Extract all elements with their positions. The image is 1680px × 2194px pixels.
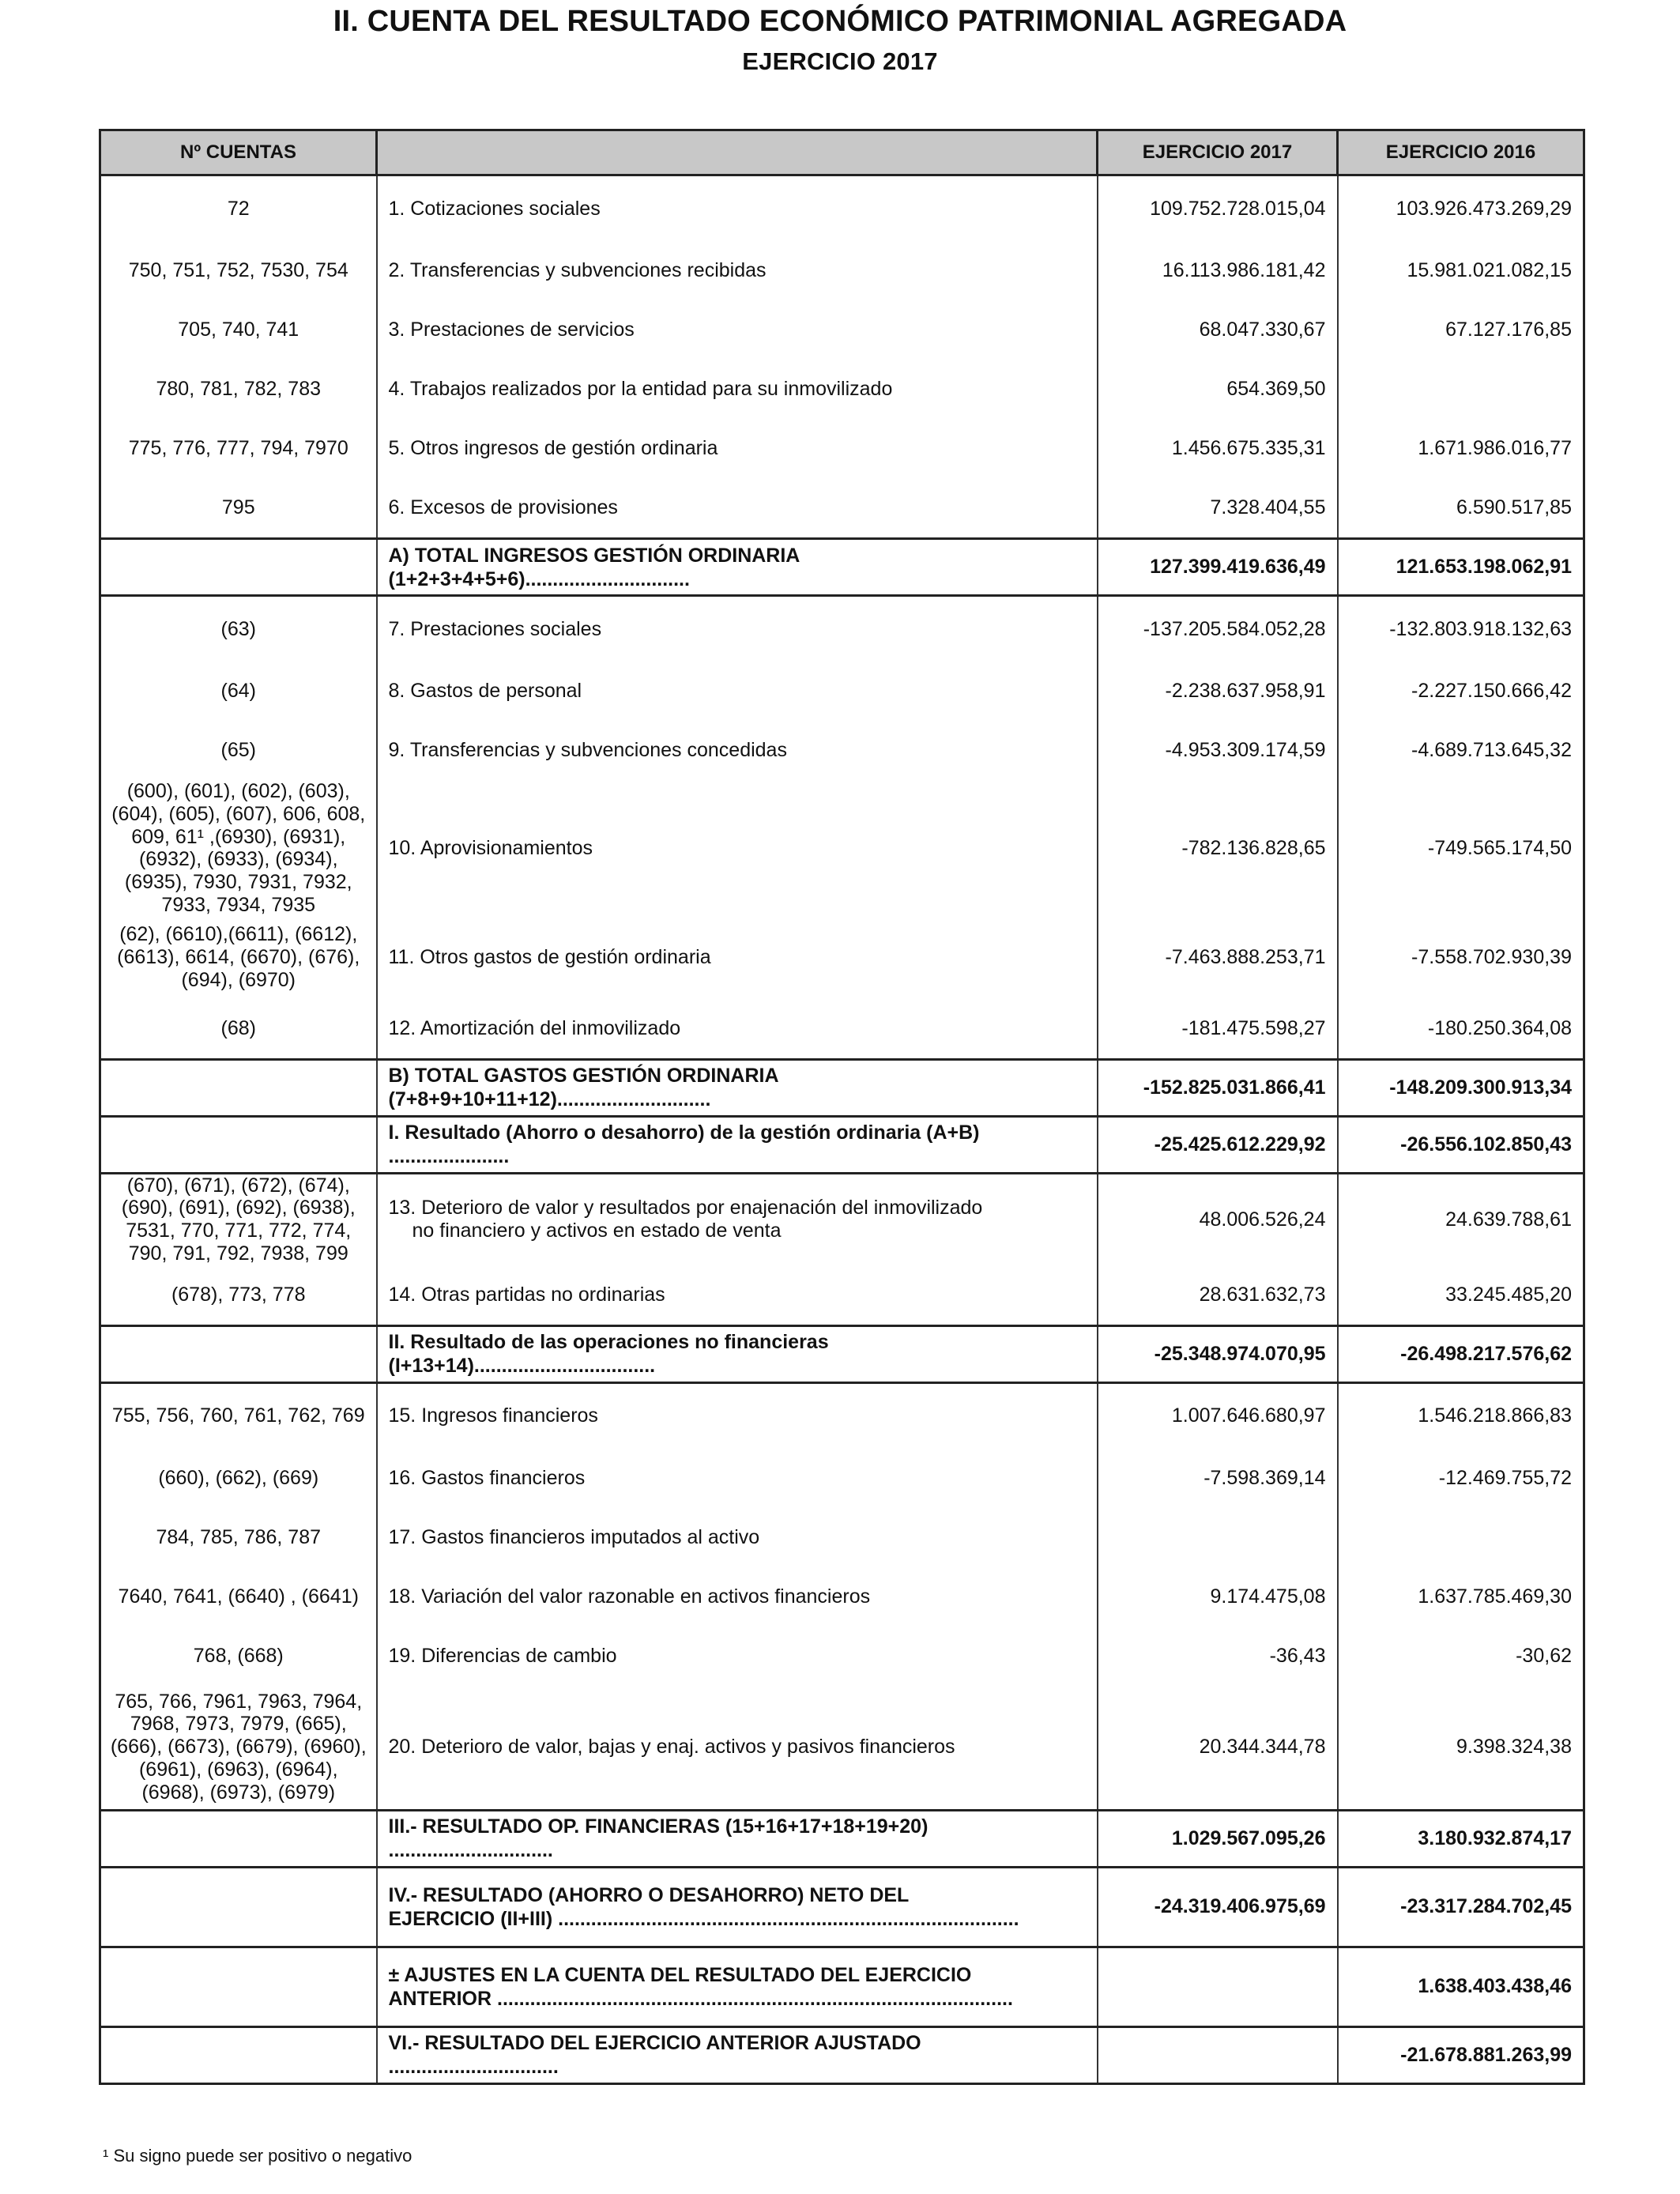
concept-label: 17. Gastos financieros imputados al activo: [377, 1508, 1098, 1567]
total-label: III.- RESULTADO OP. FINANCIERAS (15+16+17+18+19+20) ..............................: [377, 1810, 1098, 1867]
table-row: [100, 419, 1584, 478]
amount-2016: [1338, 360, 1584, 419]
account-codes: (68): [100, 999, 377, 1060]
total-2017: [1098, 1947, 1338, 2026]
amount-2017: -7.598.369,14: [1098, 1449, 1338, 1508]
amount-2017: 68.047.330,67: [1098, 300, 1338, 360]
amount-2017: -181.475.598,27: [1098, 999, 1338, 1060]
amount-2016: -4.689.713.645,32: [1338, 721, 1584, 780]
concept-label: 3. Prestaciones de servicios: [377, 300, 1098, 360]
account-codes: [100, 539, 377, 596]
total-label: B) TOTAL GASTOS GESTIÓN ORDINARIA (7+8+9+10+11+12)............................: [377, 1059, 1098, 1116]
table-row: [100, 300, 1584, 360]
amount-2016: -2.227.150.666,42: [1338, 662, 1584, 721]
account-codes: 755, 756, 760, 761, 762, 769: [100, 1382, 377, 1449]
account-codes: (600), (601), (602), (603), (604), (605), (607), 606, 608, 609, 61¹ ,(6930), (6931), (6932), (6933), (6934), (6935), 7930, 7931, 7932, 7933, 7934, 7935: [100, 780, 377, 917]
amount-2017: -2.238.637.958,91: [1098, 662, 1338, 721]
amount-2016: 1.637.785.469,30: [1338, 1567, 1584, 1627]
total-2017: [1098, 2026, 1338, 2083]
table-header-row: [100, 130, 1584, 175]
account-codes: (63): [100, 596, 377, 662]
amount-2016: -12.469.755,72: [1338, 1449, 1584, 1508]
total-2017: -25.425.612.229,92: [1098, 1116, 1338, 1173]
amount-2017: 20.344.344,78: [1098, 1686, 1338, 1811]
amount-2016: 67.127.176,85: [1338, 300, 1584, 360]
total-label: [377, 1947, 1098, 2026]
account-codes: 780, 781, 782, 783: [100, 360, 377, 419]
account-codes: [100, 1116, 377, 1173]
table-row: [100, 1449, 1584, 1508]
total-2016: 121.653.198.062,91: [1338, 539, 1584, 596]
total-label-line-2: ANTERIOR ..............................................................................................: [388, 1987, 1013, 2010]
table-row: [100, 1508, 1584, 1567]
account-codes: [100, 1059, 377, 1116]
account-codes: 795: [100, 478, 377, 539]
account-codes: [100, 1947, 377, 2026]
total-2017: -24.319.406.975,69: [1098, 1867, 1338, 1947]
amount-2017: 28.631.632,73: [1098, 1265, 1338, 1326]
account-codes: 765, 766, 7961, 7963, 7964, 7968, 7973, 7979, (665), (666), (6673), (6679), (6960), (6961), (6963), (6964), (6968), (6973), (6979): [100, 1686, 377, 1811]
concept-label: 6. Excesos de provisiones: [377, 478, 1098, 539]
amount-2017: 9.174.475,08: [1098, 1567, 1338, 1627]
amount-2017: -7.463.888.253,71: [1098, 917, 1338, 999]
account-codes: [100, 1325, 377, 1382]
account-codes: [100, 1867, 377, 1947]
concept-line-2: no financiero y activos en estado de venta: [412, 1220, 782, 1242]
total-2017: 127.399.419.636,49: [1098, 539, 1338, 596]
amount-2016: 6.590.517,85: [1338, 478, 1584, 539]
amount-2016: -132.803.918.132,63: [1338, 596, 1584, 662]
total-2016: -26.556.102.850,43: [1338, 1116, 1584, 1173]
table-row: [100, 175, 1584, 242]
account-codes: (660), (662), (669): [100, 1449, 377, 1508]
amount-2017: 654.369,50: [1098, 360, 1338, 419]
total-label: VI.- RESULTADO DEL EJERCICIO ANTERIOR AJUSTADO ...............................: [377, 2026, 1098, 2083]
column-header-2016: EJERCICIO 2016: [1338, 130, 1584, 175]
account-codes: 784, 785, 786, 787: [100, 1508, 377, 1567]
concept-label: 18. Variación del valor razonable en activos financieros: [377, 1567, 1098, 1627]
total-label: [377, 1867, 1098, 1947]
total-2017: -152.825.031.866,41: [1098, 1059, 1338, 1116]
account-codes: 768, (668): [100, 1627, 377, 1686]
concept-label: 19. Diferencias de cambio: [377, 1627, 1098, 1686]
total-label: I. Resultado (Ahorro o desahorro) de la gestión ordinaria (A+B) ......................: [377, 1116, 1098, 1173]
amount-2016: 24.639.788,61: [1338, 1173, 1584, 1265]
total-row: [100, 1116, 1584, 1173]
amount-2016: 1.546.218.866,83: [1338, 1382, 1584, 1449]
concept-line-1: 13. Deterioro de valor y resultados por enajenación del inmovilizado: [388, 1197, 983, 1220]
table-row: [100, 1686, 1584, 1811]
amount-2017: 1.456.675.335,31: [1098, 419, 1338, 478]
account-codes: (678), 773, 778: [100, 1265, 377, 1326]
account-codes: 775, 776, 777, 794, 7970: [100, 419, 377, 478]
account-codes: (62), (6610),(6611), (6612), (6613), 6614, (6670), (676), (694), (6970): [100, 917, 377, 999]
amount-2017: 109.752.728.015,04: [1098, 175, 1338, 242]
amount-2017: 7.328.404,55: [1098, 478, 1338, 539]
total-2016: -148.209.300.913,34: [1338, 1059, 1584, 1116]
amount-2017: 48.006.526,24: [1098, 1173, 1338, 1265]
total-row: [100, 1947, 1584, 2026]
total-2016: 1.638.403.438,46: [1338, 1947, 1584, 2026]
concept-label: 14. Otras partidas no ordinarias: [377, 1265, 1098, 1326]
total-2016: -21.678.881.263,99: [1338, 2026, 1584, 2083]
table-row: [100, 478, 1584, 539]
table-row: [100, 1265, 1584, 1326]
total-label: A) TOTAL INGRESOS GESTIÓN ORDINARIA (1+2+3+4+5+6)..............................: [377, 539, 1098, 596]
total-label-line-1: IV.- RESULTADO (AHORRO O DESAHORRO) NETO DEL: [388, 1883, 910, 1906]
concept-label: 2. Transferencias y subvenciones recibidas: [377, 241, 1098, 300]
table-row: [100, 1627, 1584, 1686]
table-row: [100, 1382, 1584, 1449]
page-subtitle: EJERCICIO 2017: [742, 47, 938, 75]
amount-2016: -30,62: [1338, 1627, 1584, 1686]
column-header-2017: EJERCICIO 2017: [1098, 130, 1338, 175]
account-codes: (670), (671), (672), (674), (690), (691), (692), (6938), 7531, 770, 771, 772, 774, 790, 791, 792, 7938, 799: [100, 1173, 377, 1265]
amount-2017: 1.007.646.680,97: [1098, 1382, 1338, 1449]
concept-label: [377, 1173, 1098, 1265]
concept-label: 16. Gastos financieros: [377, 1449, 1098, 1508]
amount-2017: -36,43: [1098, 1627, 1338, 1686]
income-statement-table: [99, 129, 1585, 2085]
amount-2017: [1098, 1508, 1338, 1567]
concept-label: 9. Transferencias y subvenciones concedidas: [377, 721, 1098, 780]
amount-2017: -4.953.309.174,59: [1098, 721, 1338, 780]
footnote: ¹ Su signo puede ser positivo o negativo: [103, 2146, 412, 2166]
total-row: [100, 1325, 1584, 1382]
concept-label: 8. Gastos de personal: [377, 662, 1098, 721]
total-2016: -26.498.217.576,62: [1338, 1325, 1584, 1382]
table-row: [100, 1173, 1584, 1265]
table-row: [100, 360, 1584, 419]
concept-label: 10. Aprovisionamientos: [377, 780, 1098, 917]
concept-label: 7. Prestaciones sociales: [377, 596, 1098, 662]
concept-label: 12. Amortización del inmovilizado: [377, 999, 1098, 1060]
amount-2016: -749.565.174,50: [1338, 780, 1584, 917]
concept-label: 5. Otros ingresos de gestión ordinaria: [377, 419, 1098, 478]
table-row: [100, 241, 1584, 300]
account-codes: 72: [100, 175, 377, 242]
amount-2016: 103.926.473.269,29: [1338, 175, 1584, 242]
amount-2016: -180.250.364,08: [1338, 999, 1584, 1060]
account-codes: 7640, 7641, (6640) , (6641): [100, 1567, 377, 1627]
total-row: [100, 1810, 1584, 1867]
total-row: [100, 2026, 1584, 2083]
amount-2017: -782.136.828,65: [1098, 780, 1338, 917]
total-2016: 3.180.932.874,17: [1338, 1810, 1584, 1867]
amount-2016: 15.981.021.082,15: [1338, 241, 1584, 300]
amount-2016: [1338, 1508, 1584, 1567]
total-label: II. Resultado de las operaciones no financieras (I+13+14).................................: [377, 1325, 1098, 1382]
table-row: [100, 999, 1584, 1060]
amount-2016: 33.245.485,20: [1338, 1265, 1584, 1326]
amount-2016: 9.398.324,38: [1338, 1686, 1584, 1811]
concept-label: 15. Ingresos financieros: [377, 1382, 1098, 1449]
column-header-accounts: Nº CUENTAS: [100, 130, 377, 175]
account-codes: [100, 2026, 377, 2083]
total-2017: -25.348.974.070,95: [1098, 1325, 1338, 1382]
table-row: [100, 917, 1584, 999]
concept-label: 1. Cotizaciones sociales: [377, 175, 1098, 242]
table-row: [100, 662, 1584, 721]
column-header-concept: [377, 130, 1098, 175]
total-row: [100, 1059, 1584, 1116]
total-2017: 1.029.567.095,26: [1098, 1810, 1338, 1867]
account-codes: 750, 751, 752, 7530, 754: [100, 241, 377, 300]
table-row: [100, 596, 1584, 662]
concept-label: 4. Trabajos realizados por la entidad para su inmovilizado: [377, 360, 1098, 419]
total-label-line-2: EJERCICIO (II+III) ....................................................................................: [388, 1907, 1019, 1930]
table-row: [100, 1567, 1584, 1627]
account-codes: [100, 1810, 377, 1867]
total-2016: -23.317.284.702,45: [1338, 1867, 1584, 1947]
table-row: [100, 780, 1584, 917]
concept-label: 20. Deterioro de valor, bajas y enaj. activos y pasivos financieros: [377, 1686, 1098, 1811]
page-title: II. CUENTA DEL RESULTADO ECONÓMICO PATRIMONIAL AGREGADA: [333, 5, 1347, 38]
amount-2017: 16.113.986.181,42: [1098, 241, 1338, 300]
table-row: [100, 721, 1584, 780]
concept-label: 11. Otros gastos de gestión ordinaria: [377, 917, 1098, 999]
total-label-line-1: ± AJUSTES EN LA CUENTA DEL RESULTADO DEL EJERCICIO: [388, 1963, 972, 1986]
account-codes: (64): [100, 662, 377, 721]
amount-2016: 1.671.986.016,77: [1338, 419, 1584, 478]
total-row: [100, 539, 1584, 596]
account-codes: 705, 740, 741: [100, 300, 377, 360]
total-row: [100, 1867, 1584, 1947]
account-codes: (65): [100, 721, 377, 780]
amount-2017: -137.205.584.052,28: [1098, 596, 1338, 662]
amount-2016: -7.558.702.930,39: [1338, 917, 1584, 999]
